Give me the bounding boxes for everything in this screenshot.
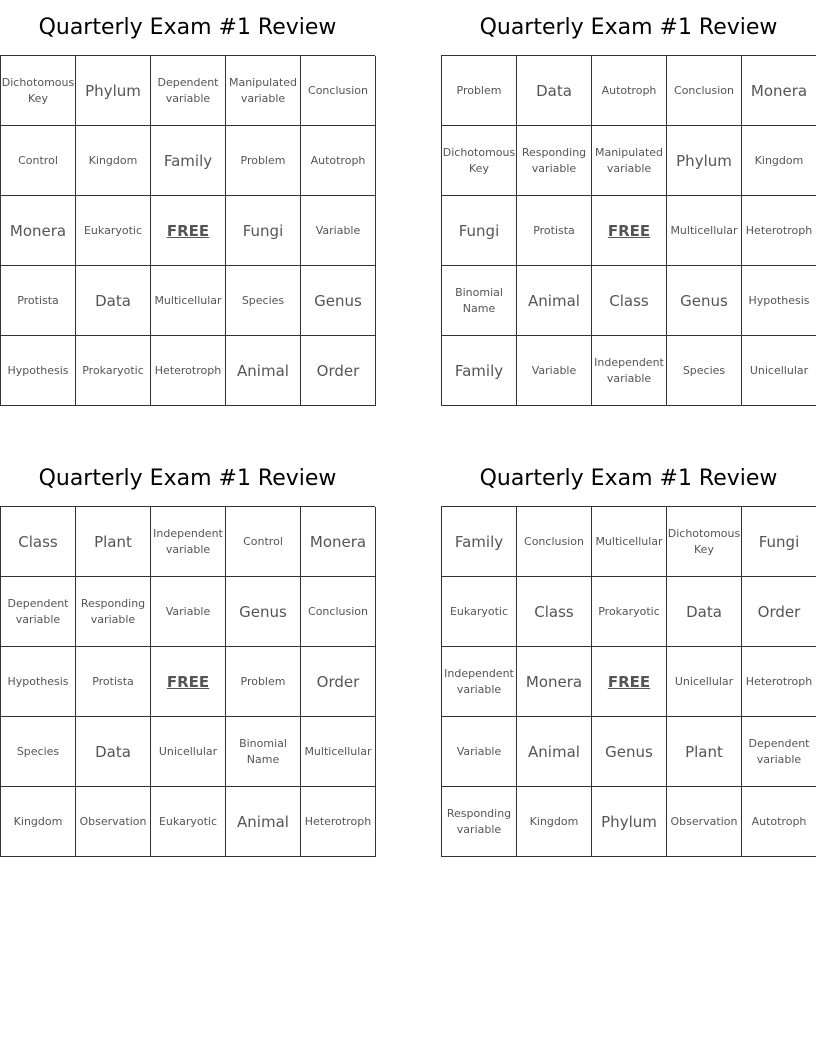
bingo-cell: Data bbox=[76, 717, 151, 787]
bingo-cell: Animal bbox=[517, 717, 592, 787]
bingo-cell: Prokaryotic bbox=[76, 336, 151, 406]
bingo-cell: Control bbox=[226, 507, 301, 577]
card-title: Quarterly Exam #1 Review bbox=[38, 466, 337, 491]
bingo-cell: Data bbox=[667, 577, 742, 647]
bingo-card-3 bbox=[0, 451, 375, 857]
bingo-cell: Phylum bbox=[592, 787, 667, 857]
bingo-cell: Genus bbox=[667, 266, 742, 336]
bingo-cell: Conclusion bbox=[301, 577, 376, 647]
bingo-cell: Variable bbox=[301, 196, 376, 266]
bingo-cell: Kingdom bbox=[1, 787, 76, 857]
bingo-cell: Multicellular bbox=[151, 266, 226, 336]
bingo-cell: Observation bbox=[667, 787, 742, 857]
bingo-cell: Problem bbox=[226, 647, 301, 717]
bingo-cell: Species bbox=[1, 717, 76, 787]
bingo-cell: Phylum bbox=[667, 126, 742, 196]
bingo-cell: Autotroph bbox=[301, 126, 376, 196]
bingo-cell: Dichotomous Key bbox=[1, 56, 76, 126]
bingo-cell: Dichotomous Key bbox=[442, 126, 517, 196]
bingo-cell: Data bbox=[76, 266, 151, 336]
bingo-cell: Independent variable bbox=[592, 336, 667, 406]
bingo-cell: Eukaryotic bbox=[151, 787, 226, 857]
bingo-grid bbox=[0, 55, 375, 406]
bingo-cell: Responding variable bbox=[442, 787, 517, 857]
bingo-cell: Independent variable bbox=[151, 507, 226, 577]
bingo-cell: Monera bbox=[742, 56, 816, 126]
bingo-grid bbox=[441, 55, 816, 406]
bingo-cell: Dependent variable bbox=[1, 577, 76, 647]
bingo-cell: Family bbox=[151, 126, 226, 196]
bingo-cell: Problem bbox=[442, 56, 517, 126]
bingo-cell: Monera bbox=[301, 507, 376, 577]
bingo-cell: Heterotroph bbox=[742, 196, 816, 266]
bingo-cell: Family bbox=[442, 507, 517, 577]
bingo-cell: Autotroph bbox=[592, 56, 667, 126]
free-space-cell: FREE bbox=[592, 647, 667, 717]
bingo-cell: Manipulated variable bbox=[226, 56, 301, 126]
bingo-cell: Protista bbox=[1, 266, 76, 336]
bingo-cell: Eukaryotic bbox=[442, 577, 517, 647]
bingo-cell: Control bbox=[1, 126, 76, 196]
bingo-cell: Prokaryotic bbox=[592, 577, 667, 647]
bingo-cell: Conclusion bbox=[667, 56, 742, 126]
bingo-cell: Kingdom bbox=[76, 126, 151, 196]
bingo-card-4 bbox=[441, 451, 816, 857]
bingo-cell: Kingdom bbox=[742, 126, 816, 196]
bingo-cell: Unicellular bbox=[742, 336, 816, 406]
card-title: Quarterly Exam #1 Review bbox=[38, 15, 337, 40]
bingo-cell: Genus bbox=[226, 577, 301, 647]
bingo-cell: Species bbox=[667, 336, 742, 406]
bingo-cell: Autotroph bbox=[742, 787, 816, 857]
bingo-cell: Plant bbox=[76, 507, 151, 577]
bingo-cell: Multicellular bbox=[301, 717, 376, 787]
bingo-cell: Animal bbox=[226, 787, 301, 857]
bingo-cell: Genus bbox=[301, 266, 376, 336]
bingo-cell: Species bbox=[226, 266, 301, 336]
bingo-cell: Data bbox=[517, 56, 592, 126]
bingo-cell: Eukaryotic bbox=[76, 196, 151, 266]
free-space-cell: FREE bbox=[592, 196, 667, 266]
bingo-cell: Plant bbox=[667, 717, 742, 787]
bingo-card-1 bbox=[0, 0, 375, 406]
bingo-cell: Order bbox=[742, 577, 816, 647]
bingo-cell: Family bbox=[442, 336, 517, 406]
bingo-cell: Variable bbox=[442, 717, 517, 787]
bingo-cell: Class bbox=[517, 577, 592, 647]
bingo-cell: Class bbox=[1, 507, 76, 577]
bingo-cell: Heterotroph bbox=[151, 336, 226, 406]
bingo-cell: Dichotomous Key bbox=[667, 507, 742, 577]
bingo-grid bbox=[441, 506, 816, 857]
bingo-cell: Unicellular bbox=[151, 717, 226, 787]
bingo-cell: Phylum bbox=[76, 56, 151, 126]
bingo-cell: Dependent variable bbox=[151, 56, 226, 126]
bingo-cell: Variable bbox=[517, 336, 592, 406]
bingo-cell: Class bbox=[592, 266, 667, 336]
bingo-cell: Hypothesis bbox=[1, 647, 76, 717]
bingo-cell: Responding variable bbox=[76, 577, 151, 647]
bingo-card-2 bbox=[441, 0, 816, 406]
bingo-cell: Binomial Name bbox=[442, 266, 517, 336]
bingo-cell: Manipulated variable bbox=[592, 126, 667, 196]
bingo-cell: Fungi bbox=[442, 196, 517, 266]
bingo-cell: Kingdom bbox=[517, 787, 592, 857]
bingo-cell: Heterotroph bbox=[742, 647, 816, 717]
bingo-cell: Responding variable bbox=[517, 126, 592, 196]
bingo-cell: Genus bbox=[592, 717, 667, 787]
bingo-cell: Binomial Name bbox=[226, 717, 301, 787]
bingo-cell: Monera bbox=[517, 647, 592, 717]
bingo-cell: Animal bbox=[517, 266, 592, 336]
bingo-cell: Conclusion bbox=[301, 56, 376, 126]
bingo-cell: Fungi bbox=[226, 196, 301, 266]
bingo-cell: Fungi bbox=[742, 507, 816, 577]
bingo-cell: Dependent variable bbox=[742, 717, 816, 787]
bingo-cell: Unicellular bbox=[667, 647, 742, 717]
bingo-cell: Animal bbox=[226, 336, 301, 406]
card-title: Quarterly Exam #1 Review bbox=[479, 15, 778, 40]
bingo-cell: Multicellular bbox=[592, 507, 667, 577]
bingo-cell: Hypothesis bbox=[1, 336, 76, 406]
bingo-cell: Observation bbox=[76, 787, 151, 857]
bingo-cell: Monera bbox=[1, 196, 76, 266]
bingo-cell: Order bbox=[301, 336, 376, 406]
bingo-grid bbox=[0, 506, 375, 857]
bingo-cell: Protista bbox=[76, 647, 151, 717]
card-title: Quarterly Exam #1 Review bbox=[479, 466, 778, 491]
bingo-cell: Hypothesis bbox=[742, 266, 816, 336]
free-space-cell: FREE bbox=[151, 196, 226, 266]
bingo-cell: Order bbox=[301, 647, 376, 717]
bingo-cell: Protista bbox=[517, 196, 592, 266]
bingo-cell: Independent variable bbox=[442, 647, 517, 717]
bingo-cell: Multicellular bbox=[667, 196, 742, 266]
bingo-cell: Heterotroph bbox=[301, 787, 376, 857]
free-space-cell: FREE bbox=[151, 647, 226, 717]
bingo-cell: Conclusion bbox=[517, 507, 592, 577]
bingo-cell: Problem bbox=[226, 126, 301, 196]
bingo-cell: Variable bbox=[151, 577, 226, 647]
